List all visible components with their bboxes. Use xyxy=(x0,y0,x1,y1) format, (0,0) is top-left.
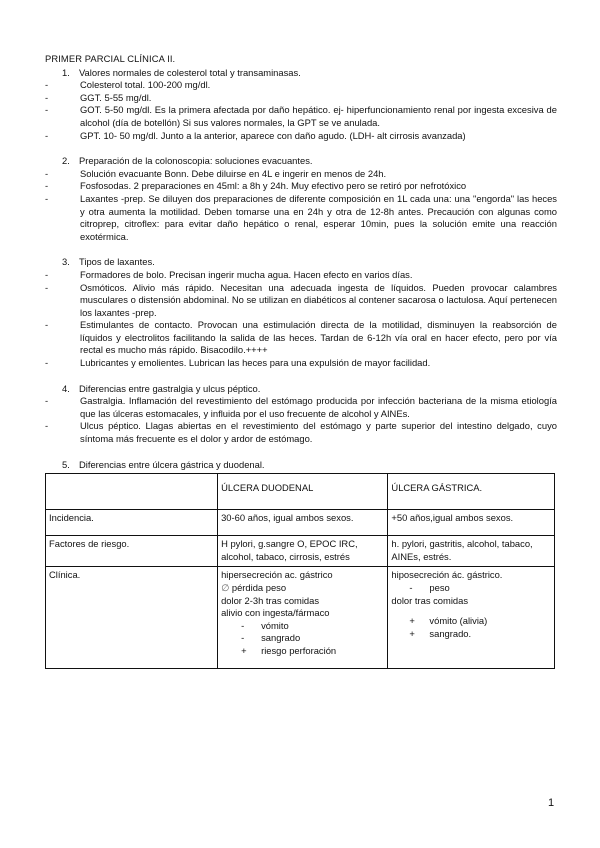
list-item: - GPT. 10- 50 mg/dl. Junto a la anterior, aparece con daño agudo. (LDH- alt cirrosis avanzada) xyxy=(45,129,466,141)
page-number: 1 xyxy=(548,797,555,809)
empty-set-icon: ∅ xyxy=(221,582,230,593)
document-title: PRIMER PARCIAL CLÍNICA II. xyxy=(45,53,176,64)
list-item: - Laxantes -prep. Se diluyen dos preparaciones de diferente composición en 1L cada una: una "engorda" las heces y otra aumenta la motilidad. Deben tomarse una en 24h y otra de 12-8h antes. Precaución con algunas como citroprep, citroflex: para evitar daño hepático o renal, esperar 10min, pues la solución emite una reacción exotérmica. xyxy=(45,192,557,242)
document-page xyxy=(45,53,557,669)
section-5-heading: 5. Diferencias entre úlcera gástrica y duodenal. xyxy=(62,458,265,470)
table-header-cell: ÚLCERA DUODENAL xyxy=(218,474,388,510)
list-item: - Lubricantes y emolientes. Lubrican las heces para una expulsión de mayor facilidad. xyxy=(45,357,431,369)
table-cell: H pylori, g.sangre O, EPOC IRC, alcohol, tabaco, cirrosis, estrés xyxy=(218,536,388,567)
list-item: - Osmóticos. Alivio más rápido. Necesitan una adecuada ingesta de líquidos. Pueden provocar calambres musculares o distensión abdominal. No se utilizan en diabéticos al contener sacarosa o lactulosa. Aquí pertenecen los laxantes -prep. xyxy=(45,281,557,318)
list-item: - GGT. 5-55 mg/dl. xyxy=(45,91,152,103)
row-label: Factores de riesgo. xyxy=(46,536,218,567)
list-item: + vómito (alivia) xyxy=(409,615,488,627)
table-header-row xyxy=(46,474,555,510)
list-item: - Formadores de bolo. Precisan ingerir mucha agua. Hacen efecto en varios días. xyxy=(45,268,413,280)
list-item: - peso xyxy=(409,582,450,593)
table-cell: hiposecreción ác. gástrico. - peso dolor tras comidas + vómito (alivia) + sangrado. xyxy=(388,567,555,669)
table-header-cell: ÚLCERA GÁSTRICA. xyxy=(388,474,555,510)
list-item: - Fosfosodas. 2 preparaciones en 45ml: a 8h y 24h. Muy efectivo pero se retiró por nefrotóxico xyxy=(45,180,467,192)
list-item: + sangrado. xyxy=(409,627,472,639)
table-header-cell xyxy=(46,474,218,510)
table-row xyxy=(46,510,555,536)
row-label: Clínica. xyxy=(46,567,218,669)
list-item: - Solución evacuante Bonn. Debe diluirse en 4L e ingerir en menos de 24h. xyxy=(45,167,387,179)
list-item: - GOT. 5-50 mg/dl. Es la primera afectada por daño hepático. ej- hiperfuncionamiento renal por ingesta excesiva de alcohol (día de botellón) Si sus valores normales, la GPT se ve anulada. xyxy=(45,104,557,128)
section-1-heading: 1. Valores normales de colesterol total y transaminasas. xyxy=(62,66,301,78)
table-row xyxy=(46,567,555,669)
table-cell: h. pylori, gastritis, alcohol, tabaco, AINEs, estrés. xyxy=(388,536,555,567)
list-item: - sangrado xyxy=(241,632,301,644)
row-label: Incidencia. xyxy=(46,510,218,536)
list-item: - Ulcus péptico. Llagas abiertas en el revestimiento del estómago y parte superior del intestino delgado, cuyo síntoma más frecuente es el dolor y ardor de estómago. xyxy=(45,420,557,445)
ulcer-comparison-table xyxy=(45,473,555,669)
table-row xyxy=(46,536,555,567)
list-item: - Gastralgia. Inflamación del revestimiento del estómago producida por infección bacteriana de la misma etiología que las úlceras estomacales, y influida por el uso frecuente de alcohol y AINEs. xyxy=(45,395,557,419)
table-cell: 30-60 años, igual ambos sexos. xyxy=(218,510,388,536)
list-item: - Colesterol total. 100-200 mg/dl. xyxy=(45,79,211,91)
table-cell: +50 años,igual ambos sexos. xyxy=(388,510,555,536)
section-3-heading: 3. Tipos de laxantes. xyxy=(62,256,155,268)
list-item: + riesgo perforación xyxy=(241,644,337,656)
section-4-heading: 4. Diferencias entre gastralgia y ulcus péptico. xyxy=(62,382,261,394)
list-item: - Estimulantes de contacto. Provocan una estimulación directa de la motilidad, disminuyen la reabsorción de líquidos y electrolitos facilitando la salida de las heces. Tardan de 6-12h vía oral en hacer efecto, pero por vía rectal es mucho más rápido. Bisacodilo.++++ xyxy=(45,319,557,356)
list-item: - vómito xyxy=(241,619,289,631)
table-cell: hipersecreción ac. gástrico ∅ pérdida peso dolor 2-3h tras comidas alivio con ingesta/fármaco - vómito - sangrado + riesgo perforación xyxy=(218,567,388,669)
section-2-heading: 2. Preparación de la colonoscopia: soluciones evacuantes. xyxy=(62,155,313,167)
